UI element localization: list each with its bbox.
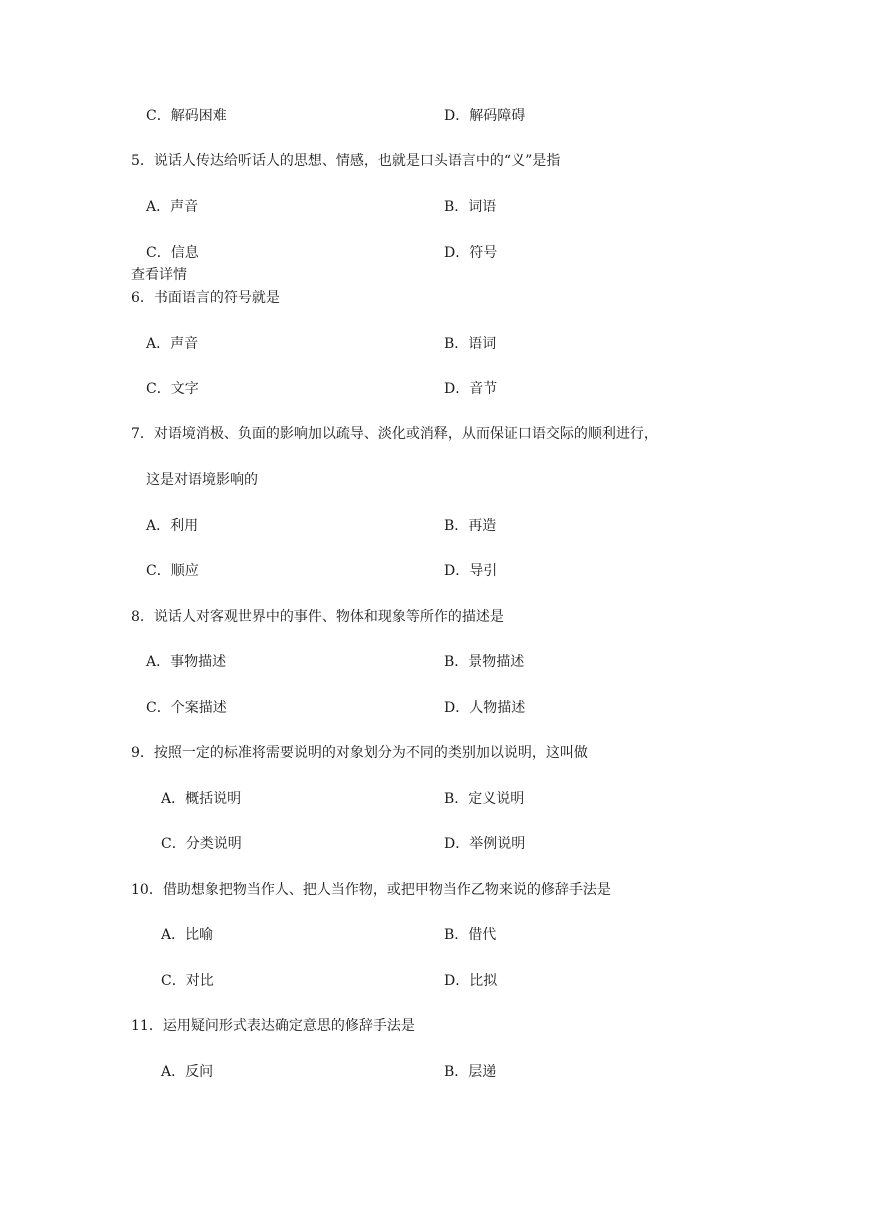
q6-option-d: D．音节 (444, 381, 498, 397)
q9-option-c: C．分类说明 (161, 836, 242, 852)
q6-option-b: B．语词 (444, 336, 497, 352)
q7-option-a: A．利用 (146, 518, 199, 534)
q5-option-c: C．信息 (146, 245, 199, 261)
q7-stem-continued: 这是对语境影响的 (146, 472, 258, 488)
q7-option-b: B．再造 (444, 518, 497, 534)
q8-option-b: B．景物描述 (444, 654, 525, 670)
q7-stem: 7．对语境消极、负面的影响加以疏导、淡化或消释，从而保证口语交际的顺利进行， (131, 426, 658, 442)
q11-option-b: B．层递 (444, 1064, 497, 1080)
q6-option-a: A．声音 (146, 336, 199, 352)
q7-option-d: D．导引 (444, 563, 498, 579)
q10-option-a: A．比喻 (161, 927, 214, 943)
q9-option-d: D．举例说明 (444, 836, 526, 852)
q4-option-d: D．解码障碍 (444, 108, 526, 124)
q9-stem: 9．按照一定的标准将需要说明的对象划分为不同的类别加以说明，这叫做 (131, 745, 588, 761)
q5-stem: 5．说话人传达给听话人的思想、情感，也就是口头语言中的“义”是指 (131, 153, 561, 169)
q9-option-b: B．定义说明 (444, 791, 525, 807)
q6-option-c: C．文字 (146, 381, 199, 397)
q6-stem: 6．书面语言的符号就是 (131, 290, 280, 306)
q8-stem: 8．说话人对客观世界中的事件、物体和现象等所作的描述是 (131, 609, 504, 625)
q9-option-a: A．概括说明 (161, 791, 242, 807)
view-details-link[interactable]: 查看详情 (131, 267, 187, 283)
q5-option-b: B．词语 (444, 199, 497, 215)
q5-option-a: A．声音 (146, 199, 199, 215)
q8-option-c: C．个案描述 (146, 700, 227, 716)
q10-option-d: D．比拟 (444, 973, 498, 989)
q10-option-c: C．对比 (161, 973, 214, 989)
q10-option-b: B．借代 (444, 927, 497, 943)
q10-stem: 10．借助想象把物当作人、把人当作物，或把甲物当作乙物来说的修辞手法是 (131, 882, 611, 898)
q8-option-a: A．事物描述 (146, 654, 227, 670)
q5-option-d: D．符号 (444, 245, 498, 261)
q7-option-c: C．顺应 (146, 563, 199, 579)
q11-option-a: A．反问 (161, 1064, 214, 1080)
q11-stem: 11．运用疑问形式表达确定意思的修辞手法是 (131, 1018, 415, 1034)
q4-option-c: C．解码困难 (146, 108, 227, 124)
q8-option-d: D．人物描述 (444, 700, 526, 716)
